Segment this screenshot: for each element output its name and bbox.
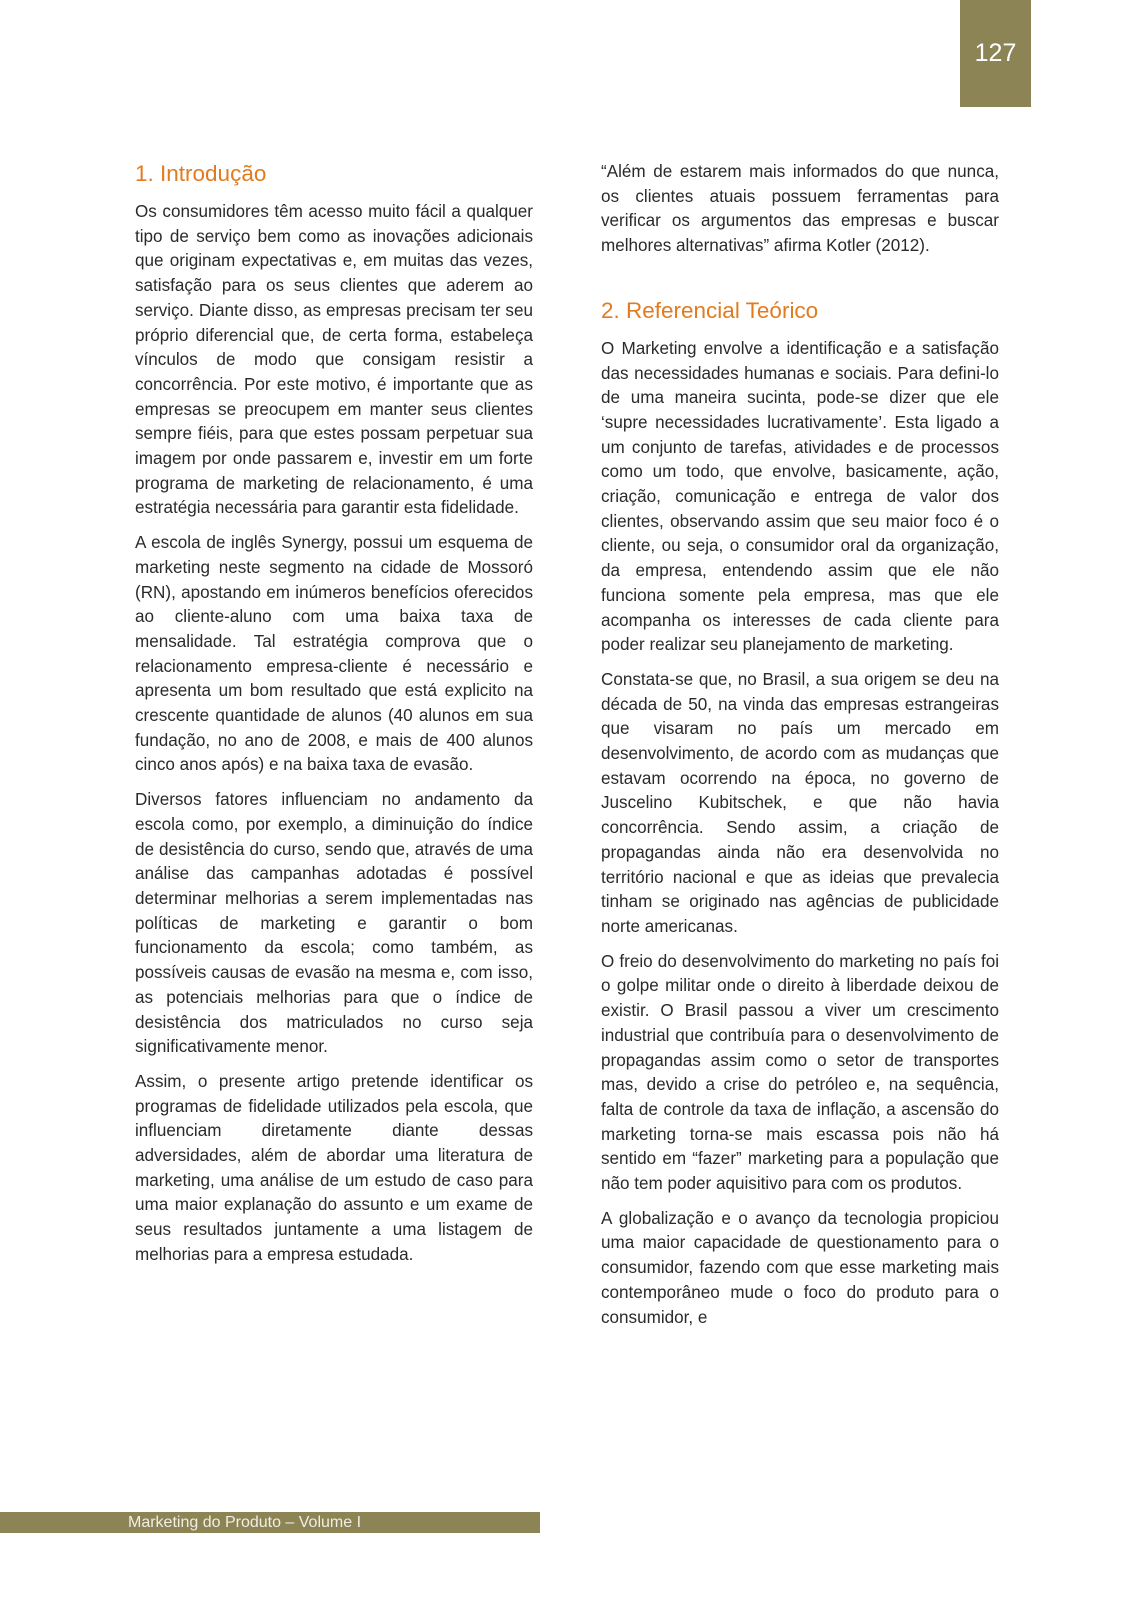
kotler-quote: “Além de estarem mais informados do que nunca, os clientes atuais possuem ferramentas para verificar os argumentos das empresas e buscar melhores alternativas” afirma Kotler (2012). <box>601 162 999 256</box>
paragraph: O freio do desenvolvimento do marketing no país foi o golpe militar onde o direito à liberdade deixou de existir. O Brasil passou a viver um crescimento industrial que contribuía para o desenvolvimento de propagandas assim como o setor de transportes mas, devido a crise do petróleo e, na sequência, falta de controle da taxa de inflação, a ascensão do marketing torna-se mais escassa pois não há sentido em “fazer” marketing para a população que não tem poder aquisitivo para com os produtos. <box>601 951 999 1194</box>
footer-title: Marketing do Produto – Volume I <box>128 1514 362 1531</box>
paragraph: O Marketing envolve a identificação e a satisfação das necessidades humanas e sociais. Para defini-lo de uma maneira sucinta, pode-se dizer que ele ‘supre necessidades lucrativamente’. Esta ligado a um conjunto de tarefas, atividades e de processos como um todo, que envolve, basicamente, ação, criação, comunicação e entrega de valor dos clientes, observando assim que seu maior foco é o cliente, ou seja, o consumidor oral da organização, da empresa, entendendo assim que ele não funciona somente pela empresa, mas que ele acompanha os interesses de cada cliente para poder realizar seu planejamento de marketing. <box>601 338 999 655</box>
page-number: 127 <box>960 0 1031 107</box>
section-heading-introducao: 1. Introdução <box>135 161 267 186</box>
right-column <box>601 160 999 1340</box>
paragraph: A globalização e o avanço da tecnologia propiciou uma maior capacidade de questionamento para o consumidor, fazendo com que esse marketing mais contemporâneo mude o foco do produto para o consumidor, e <box>601 1208 999 1327</box>
footer-bar <box>0 1512 540 1533</box>
paragraph: Diversos fatores influenciam no andamento da escola como, por exemplo, a diminuição do índice de desistência do curso, sendo que, através de uma análise das campanhas adotadas é possível determinar melhorias a serem implementadas nas políticas de marketing e garantir o bom funcionamento da escola; como também, as possíveis causas de evasão na mesma e, com isso, as potenciais melhorias para que o índice de desistência dos matriculados no curso seja significativamente menor. <box>135 790 533 1057</box>
paragraph: Constata-se que, no Brasil, a sua origem se deu na década de 50, na vinda das empresas estrangeiras que visaram no país um mercado em desenvolvimento, de acordo com as mudanças que estavam ocorrendo na época, no governo de Juscelino Kubitschek, e que não havia concorrência. Sendo assim, a criação de propagandas ainda não era desenvolvida no território nacional e que as ideias que prevalecia tinham se originado nas agências de publicidade norte americanas. <box>601 669 999 936</box>
paragraph: Os consumidores têm acesso muito fácil a qualquer tipo de serviço bem como as inovações adicionais que originam expectativas e, em muitas das vezes, satisfação para os seus clientes que aderem ao serviço. Diante disso, as empresas precisam ter seu próprio diferencial que, de certa forma, estabeleça vínculos de modo que consigam resistir a concorrência. Por este motivo, é importante que as empresas se preocupem em manter seus clientes sempre fiéis, para que estes possam perpetuar sua imagem por onde passarem e, investir em um forte programa de marketing de relacionamento, é uma estratégia necessária para garantir esta fidelidade. <box>135 202 533 518</box>
section-heading-referencial-teorico: 2. Referencial Teórico <box>601 297 819 323</box>
paragraph: A escola de inglês Synergy, possui um esquema de marketing neste segmento na cidade de Mossoró (RN), apostando em inúmeros benefícios oferecidos ao cliente-aluno com uma baixa taxa de mensalidade. Tal estratégia comprova que o relacionamento empresa-cliente é necessário e apresenta um bom resultado que está explicito na crescente quantidade de alunos (40 alunos em sua fundação, no ano de 2008, e mais de 400 alunos cinco anos após) e na baixa taxa de evasão. <box>135 533 533 775</box>
left-column <box>135 160 533 1278</box>
paragraph: Assim, o presente artigo pretende identificar os programas de fidelidade utilizados pela escola, que influenciam diretamente diante dessas adversidades, além de abordar uma literatura de marketing, uma análise de um estudo de caso para uma maior explanação do assunto e um exame de seus resultados juntamente a uma listagem de melhorias para a empresa estudada. <box>135 1071 533 1264</box>
